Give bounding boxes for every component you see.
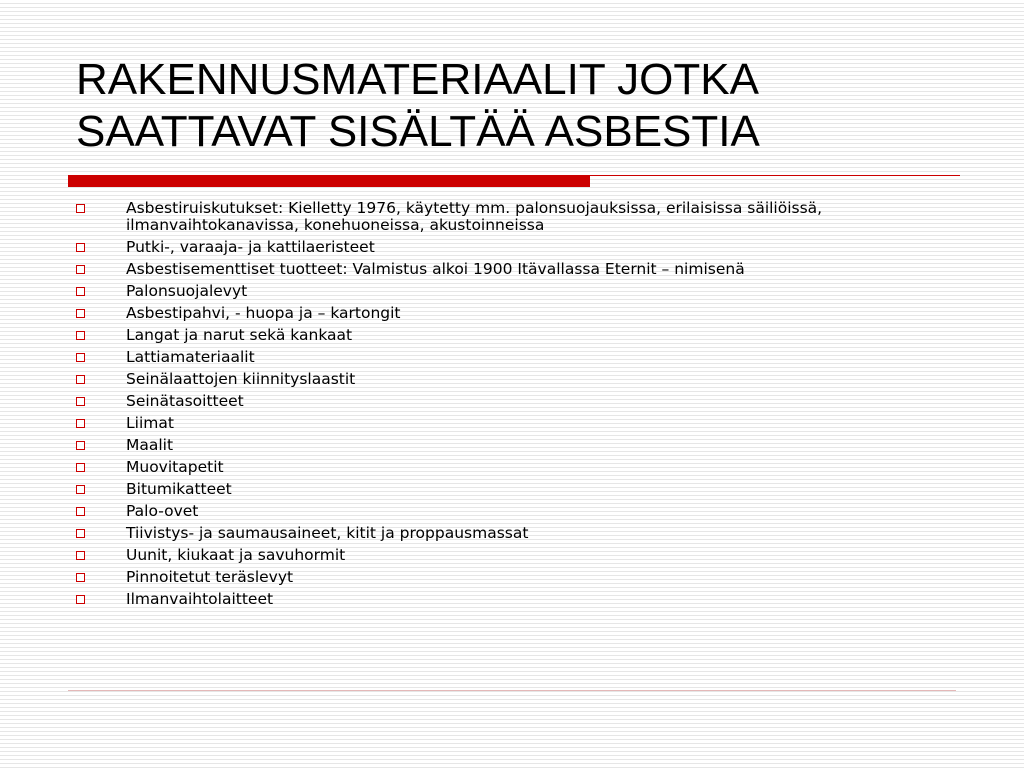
list-item bbox=[76, 327, 906, 344]
list-item-text: Lattiamateriaalit bbox=[126, 348, 255, 366]
material-list bbox=[76, 200, 906, 613]
hollow-square-icon bbox=[76, 529, 85, 538]
list-item-text: Muovitapetit bbox=[126, 458, 224, 476]
list-item-text: Seinälaattojen kiinnityslaastit bbox=[126, 370, 356, 388]
hollow-square-icon bbox=[76, 204, 85, 213]
hollow-square-icon bbox=[76, 551, 85, 560]
hollow-square-icon bbox=[76, 353, 85, 362]
list-item bbox=[76, 459, 906, 476]
hollow-square-icon bbox=[76, 573, 85, 582]
hollow-square-icon bbox=[76, 243, 85, 252]
list-item bbox=[76, 547, 906, 564]
list-item bbox=[76, 393, 906, 410]
title-underline-line bbox=[590, 175, 960, 176]
list-item-text: Palonsuojalevyt bbox=[126, 282, 248, 300]
hollow-square-icon bbox=[76, 419, 85, 428]
list-item-text: Palo-ovet bbox=[126, 502, 199, 520]
list-item-text: Seinätasoitteet bbox=[126, 392, 244, 410]
hollow-square-icon bbox=[76, 397, 85, 406]
list-item-text: Maalit bbox=[126, 436, 174, 454]
list-item bbox=[76, 415, 906, 432]
list-item bbox=[76, 481, 906, 498]
list-item-text: Bitumikatteet bbox=[126, 480, 232, 498]
slide-title: RAKENNUSMATERIAALIT JOTKA SAATTAVAT SISÄLTÄÄ ASBESTIA bbox=[76, 55, 760, 156]
list-item-text: Uunit, kiukaat ja savuhormit bbox=[126, 546, 346, 564]
list-item-text: Liimat bbox=[126, 414, 174, 432]
list-item bbox=[76, 569, 906, 586]
footer-divider bbox=[68, 690, 956, 691]
list-item bbox=[76, 591, 906, 608]
title-underline-bar bbox=[68, 175, 590, 187]
list-item bbox=[76, 525, 906, 542]
list-item-text: Pinnoitetut teräslevyt bbox=[126, 568, 294, 586]
hollow-square-icon bbox=[76, 287, 85, 296]
list-item bbox=[76, 503, 906, 520]
list-item-text: Putki-, varaaja- ja kattilaeristeet bbox=[126, 238, 375, 256]
hollow-square-icon bbox=[76, 375, 85, 384]
hollow-square-icon bbox=[76, 485, 85, 494]
list-item bbox=[76, 437, 906, 454]
list-item bbox=[76, 200, 906, 234]
hollow-square-icon bbox=[76, 265, 85, 274]
hollow-square-icon bbox=[76, 331, 85, 340]
list-item bbox=[76, 371, 906, 388]
list-item-text: Asbestiruiskutukset: Kielletty 1976, käytetty mm. palonsuojauksissa, erilaisissa säiliöissä, ilmanvaihtokanavissa, konehuoneissa, akustoinneissa bbox=[126, 199, 823, 234]
hollow-square-icon bbox=[76, 595, 85, 604]
hollow-square-icon bbox=[76, 309, 85, 318]
hollow-square-icon bbox=[76, 463, 85, 472]
list-item bbox=[76, 305, 906, 322]
list-item bbox=[76, 239, 906, 256]
list-item-text: Ilmanvaihtolaitteet bbox=[126, 590, 274, 608]
hollow-square-icon bbox=[76, 507, 85, 516]
hollow-square-icon bbox=[76, 441, 85, 450]
list-item-text: Asbestipahvi, - huopa ja – kartongit bbox=[126, 304, 401, 322]
list-item-text: Tiivistys- ja saumausaineet, kitit ja proppausmassat bbox=[126, 524, 529, 542]
list-item-text: Asbestisementtiset tuotteet: Valmistus alkoi 1900 Itävallassa Eternit – nimisenä bbox=[126, 260, 745, 278]
list-item bbox=[76, 349, 906, 366]
list-item bbox=[76, 283, 906, 300]
list-item-text: Langat ja narut sekä kankaat bbox=[126, 326, 353, 344]
list-item bbox=[76, 261, 906, 278]
